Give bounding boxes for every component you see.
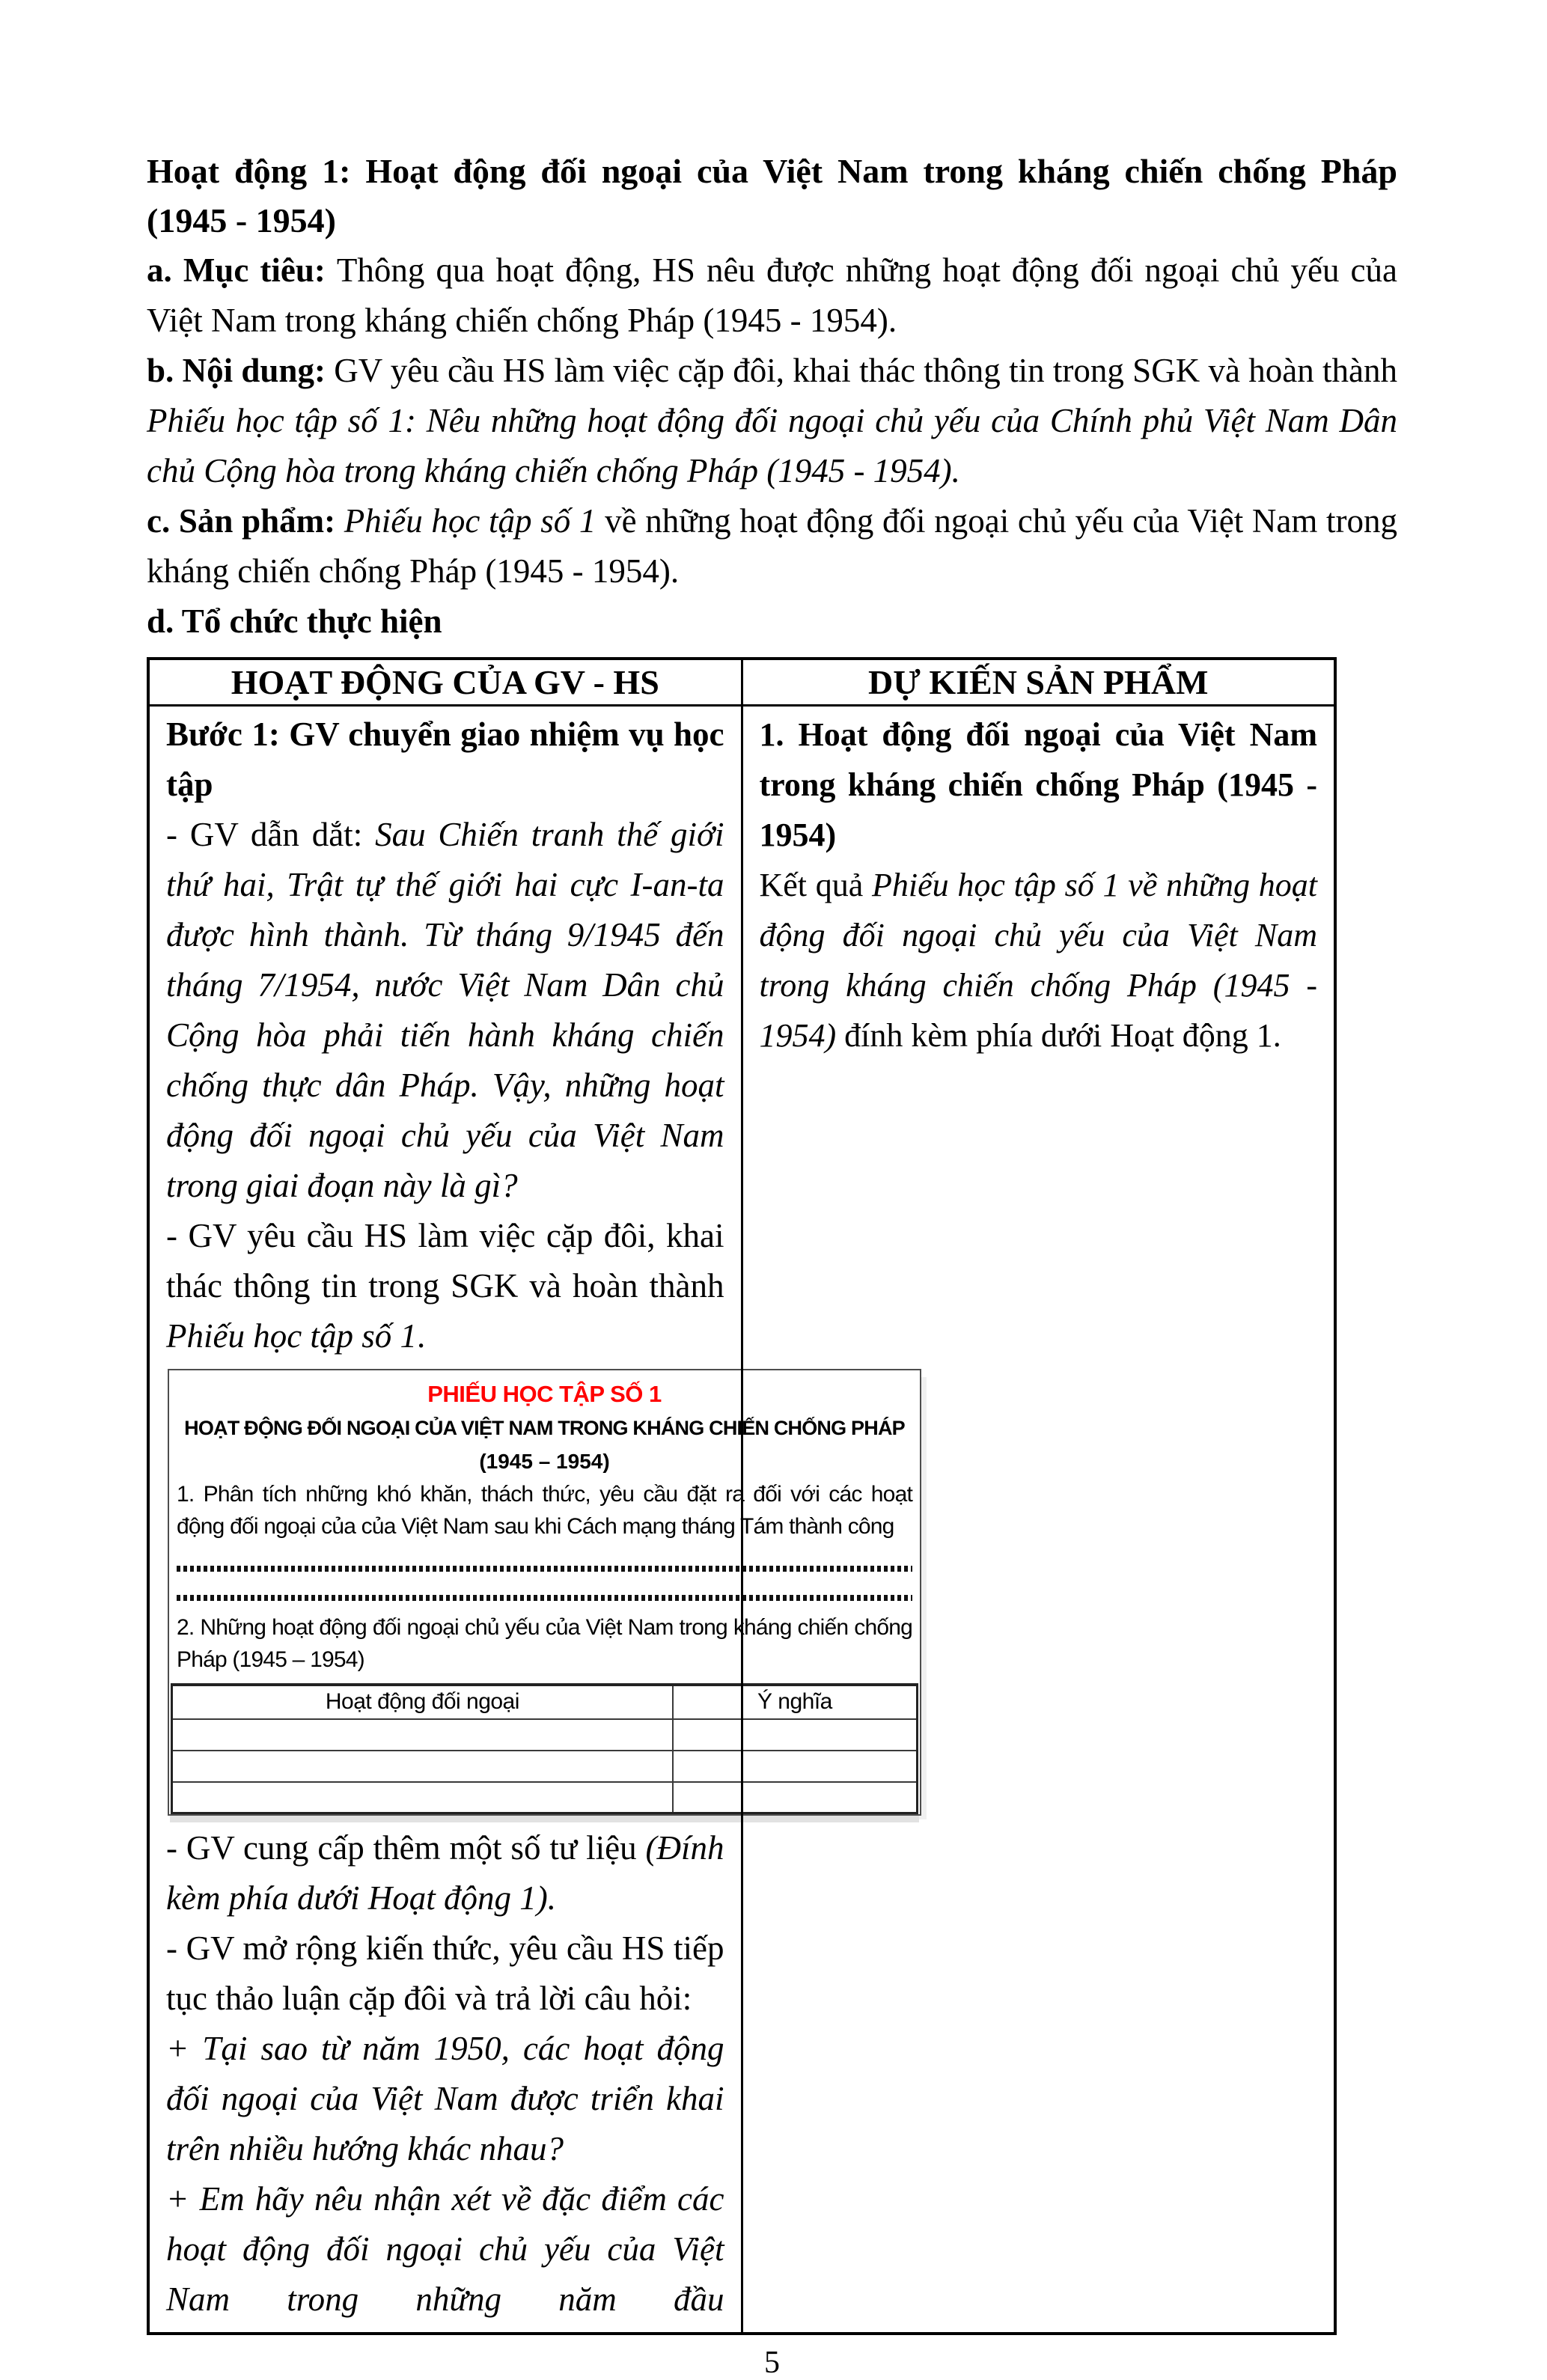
worksheet-empty-cell-activity (172, 1751, 673, 1782)
worksheet-title: PHIẾU HỌC TẬP SỐ 1 (427, 1380, 662, 1407)
section-b-text: GV yêu cầu HS làm việc cặp đôi, khai thác thông tin trong SGK và hoàn thành (334, 352, 1397, 389)
gv-yeu-cau-paragraph (166, 1211, 724, 1361)
section-b-italic: Phiếu học tập số 1: Nêu những hoạt động đối ngoại chủ yếu của Chính phủ Việt Nam Dân chủ Cộng hòa trong kháng chiến chống Pháp (1945 - 1954). (147, 402, 1397, 489)
gv-dan-dat-paragraph (166, 810, 724, 1211)
step1-title: Bước 1: GV chuyển giao nhiệm vụ học tập (166, 715, 724, 803)
section-a-text: Thông qua hoạt động, HS nêu được những hoạt động đối ngoại chủ yếu của Việt Nam trong kháng chiến chống Pháp (1945 - 1954). (147, 251, 1397, 339)
product-result-italic: Phiếu học tập số 1 về những hoạt động đối ngoại chủ yếu của Việt Nam trong kháng chiến chống Pháp (1945 - 1954) (759, 866, 1318, 1054)
gv-yeu-cau-text: - GV yêu cầu HS làm việc cặp đôi, khai thác thông tin trong SGK và hoàn thành (166, 1216, 724, 1305)
product-result-end: đính kèm phía dưới Hoạt động 1. (836, 1016, 1281, 1054)
gv-yeu-cau-end: . (416, 1316, 426, 1355)
worksheet-empty-cell-activity (172, 1719, 673, 1751)
section-noi-dung (147, 346, 1397, 496)
gv-hs-header-right: DỰ KIẾN SẢN PHẨM (742, 659, 1335, 705)
worksheet-col-meaning: Ý nghĩa (673, 1685, 918, 1719)
gv-hs-table (147, 657, 1337, 2335)
worksheet-empty-cell-activity (172, 1782, 673, 1813)
gv-cung-cap-paragraph (166, 1823, 724, 1923)
section-to-chuc (147, 596, 1397, 647)
section-muc-tieu (147, 245, 1397, 346)
gv-hs-table-header-row (148, 659, 1335, 705)
gv-hs-table-body-row (148, 705, 1335, 2334)
section-a-label: a. Mục tiêu: (147, 251, 337, 289)
product-title: 1. Hoạt động đối ngoại của Việt Nam trong kháng chiến chống Pháp (1945 - 1954) (759, 715, 1317, 853)
section-c-text: về những hoạt động đối ngoại chủ yếu của Việt Nam trong kháng chiến chống Pháp (1945 - 1954). (147, 502, 1397, 590)
page-number: 5 (764, 2346, 780, 2380)
section-d-label: d. Tổ chức thực hiện (147, 602, 442, 640)
worksheet-period: (1945 – 1954) (479, 1449, 610, 1473)
worksheet-question-1: 1. Phân tích những khó khăn, thách thức, yêu cầu đặt ra đối với các hoạt động đối ngoại của của Việt Nam sau khi Cách mạng tháng Tám thành công (177, 1481, 912, 1539)
worksheet-table-header-row (172, 1685, 918, 1719)
worksheet-col-activity: Hoạt động đối ngoại (172, 1685, 673, 1719)
gv-dan-dat-italic: Sau Chiến tranh thế giới thứ hai, Trật tự thế giới hai cực I-an-ta được hình thành. Từ tháng 9/1945 đến tháng 7/1954, nước Việt Nam Dân chủ Cộng hòa phải tiến hành kháng chiến chống thực dân Pháp. Vậy, những hoạt động đối ngoại chủ yếu của Việt Nam trong giai đoạn này là gì? (166, 815, 724, 1204)
question-1: + Tại sao từ năm 1950, các hoạt động đối ngoại của Việt Nam được triển khai trên nhiều hướng khác nhau? (166, 2030, 724, 2167)
gv-mo-rong-paragraph: - GV mở rộng kiến thức, yêu cầu HS tiếp tục thảo luận cặp đôi và trả lời câu hỏi: (166, 1929, 724, 2017)
worksheet-subtitle: HOẠT ĐỘNG ĐỐI NGOẠI CỦA VIỆT NAM TRONG KHÁNG CHIẾN CHỐNG PHÁP (184, 1416, 905, 1439)
gv-yeu-cau-italic: Phiếu học tập số 1 (166, 1316, 417, 1355)
section-c-label: c. Sản phẩm: (147, 502, 344, 540)
section-san-pham (147, 496, 1397, 596)
product-result-paragraph (760, 860, 1318, 1061)
product-result-lead: Kết quả (759, 866, 873, 903)
activity-heading: Hoạt động 1: Hoạt động đối ngoại của Việt Nam trong kháng chiến chống Pháp (1945 - 1954) (147, 152, 1397, 239)
section-c-italic: Phiếu học tập số 1 (344, 502, 596, 540)
gv-cung-cap-italic: (Đính kèm phía dưới Hoạt động 1). (166, 1829, 724, 1917)
gv-cung-cap-text: - GV cung cấp thêm một số tư liệu (166, 1829, 646, 1867)
question-2: + Em hãy nêu nhận xét về đặc điểm các hoạt động đối ngoại chủ yếu của Việt Nam trong những năm đầu (166, 2180, 724, 2318)
gv-dan-dat-lead: - GV dẫn dắt: (166, 815, 376, 853)
gv-hs-header-left: HOẠT ĐỘNG CỦA GV - HS (148, 659, 742, 705)
worksheet-question-2: 2. Những hoạt động đối ngoại chủ yếu của Việt Nam trong kháng chiến chống Pháp (1945 – 1954) (177, 1614, 912, 1672)
section-b-label: b. Nội dung: (147, 352, 335, 389)
